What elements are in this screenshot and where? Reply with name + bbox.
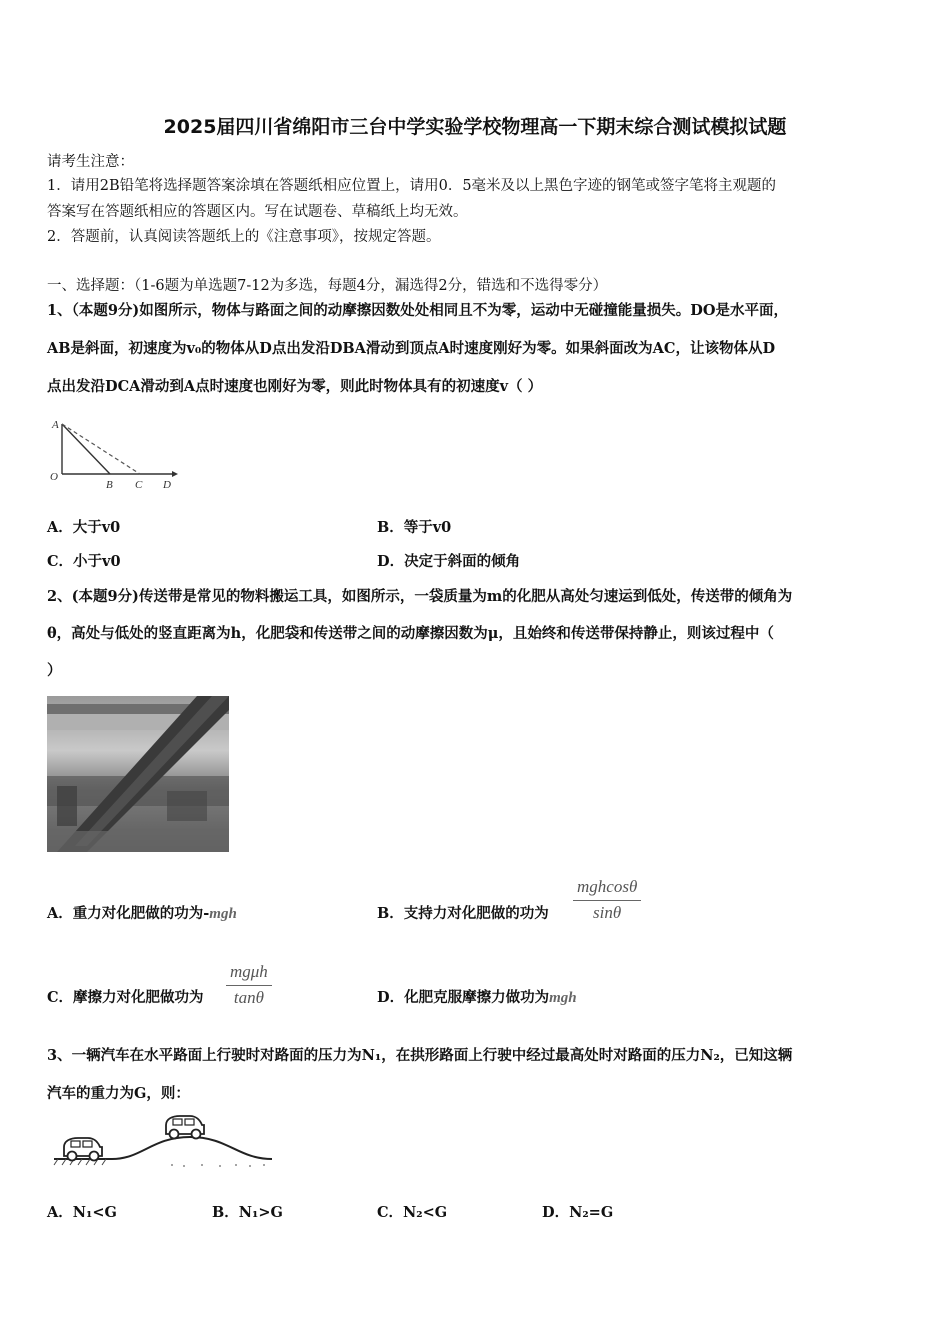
q2-option-a (47, 904, 237, 924)
q2-option-d-math: mgh (549, 990, 577, 1006)
q2-option-b-denominator: sinθ (593, 903, 622, 922)
q2-line-3: ） (47, 662, 62, 679)
q2-option-a-text: A．重力对化肥做的功为- (47, 905, 210, 922)
q1-option-b: B．等于v0 (377, 519, 452, 536)
q1-line-3: 点出发沿DCA滑动到A点时速度也刚好为零，则此时物体具有的初速度v（ ） (47, 378, 543, 395)
q3-option-c: C．N₂<G (377, 1204, 448, 1221)
q2-line-1: 2、(本题9分)传送带是常见的物料搬运工具，如图所示，一袋质量为m的化肥从高处匀速运到低处，传送带的倾角为 (47, 588, 793, 605)
q2-option-a-math: mgh (209, 906, 237, 922)
fig-label-b: B (106, 479, 113, 491)
fig-label-o: O (50, 471, 58, 483)
q2-option-c-denominator: tanθ (233, 988, 264, 1007)
q3-option-a: A．N₁<G (47, 1204, 117, 1221)
q1-line-1: 1、（本题9分)如图所示，物体与路面之间的动摩擦因数处处相同且不为零，运动中无碰撞能量损失。DO是水平面， (47, 302, 788, 319)
q1-option-a: A．大于v0 (47, 519, 121, 536)
q3-option-b: B．N₁>G (212, 1204, 283, 1221)
q2-option-d-text: D．化肥克服摩擦力做功为 (377, 989, 550, 1006)
q2-option-c-fraction (226, 962, 272, 1008)
notice-line-1b: 答案写在答题纸相应的答题区内。写在试题卷、草稿纸上均无效。 (47, 204, 468, 220)
q1-option-d: D．决定于斜面的倾角 (377, 553, 521, 570)
fig-label-a: A (52, 419, 59, 431)
notice-line-1a: 1．请用2B铅笔将选择题答案涂填在答题纸相应位置上，请用0．5毫米及以上黑色字迹的钢笔或签字笔将主观题的 (47, 178, 777, 194)
q2-option-b: B．支持力对化肥做的功为 (377, 905, 549, 922)
q3-line-1: 3、一辆汽车在水平路面上行驶时对路面的压力为N₁，在拱形路面上行驶中经过最高处时对路面的压力N₂，已知这辆 (47, 1047, 793, 1064)
incline-figure (44, 414, 184, 494)
q3-line-2: 汽车的重力为G，则： (47, 1085, 190, 1102)
conveyor-belt-photo (47, 696, 229, 852)
q2-option-d (377, 988, 577, 1008)
fig-label-c: C (135, 479, 143, 491)
q2-option-c: C．摩擦力对化肥做功为 (47, 989, 204, 1006)
q2-option-b-numerator: mghcosθ (573, 877, 641, 901)
notice-line-2: 2．答题前，认真阅读答题纸上的《注意事项》，按规定答题。 (47, 229, 441, 245)
car-flat-icon (64, 1138, 102, 1161)
q2-line-2: θ，高处与低处的竖直距离为h，化肥袋和传送带之间的动摩擦因数为μ，且始终和传送带保持静止，则该过程中（ (47, 625, 774, 642)
q1-option-c: C．小于v0 (47, 553, 121, 570)
car-road-figure (52, 1113, 274, 1173)
q2-option-c-numerator: mgμh (226, 962, 272, 986)
q1-line-2: AB是斜面，初速度为v₀的物体从D点出发沿DBA滑动到顶点A时速度刚好为零。如果斜面改为AC，让该物体从D (47, 340, 776, 357)
q3-option-d: D．N₂=G (542, 1204, 614, 1221)
notice-header: 请考生注意： (47, 154, 134, 170)
q2-option-b-fraction (573, 877, 641, 923)
car-hill-icon (166, 1116, 204, 1139)
page-title: 2025届四川省绵阳市三台中学实验学校物理高一下期末综合测试模拟试题 (163, 116, 787, 138)
section-heading: 一、选择题：（1-6题为单选题7-12为多选，每题4分，漏选得2分，错选和不选得零分） (47, 278, 608, 294)
fig-label-d: D (163, 479, 171, 491)
